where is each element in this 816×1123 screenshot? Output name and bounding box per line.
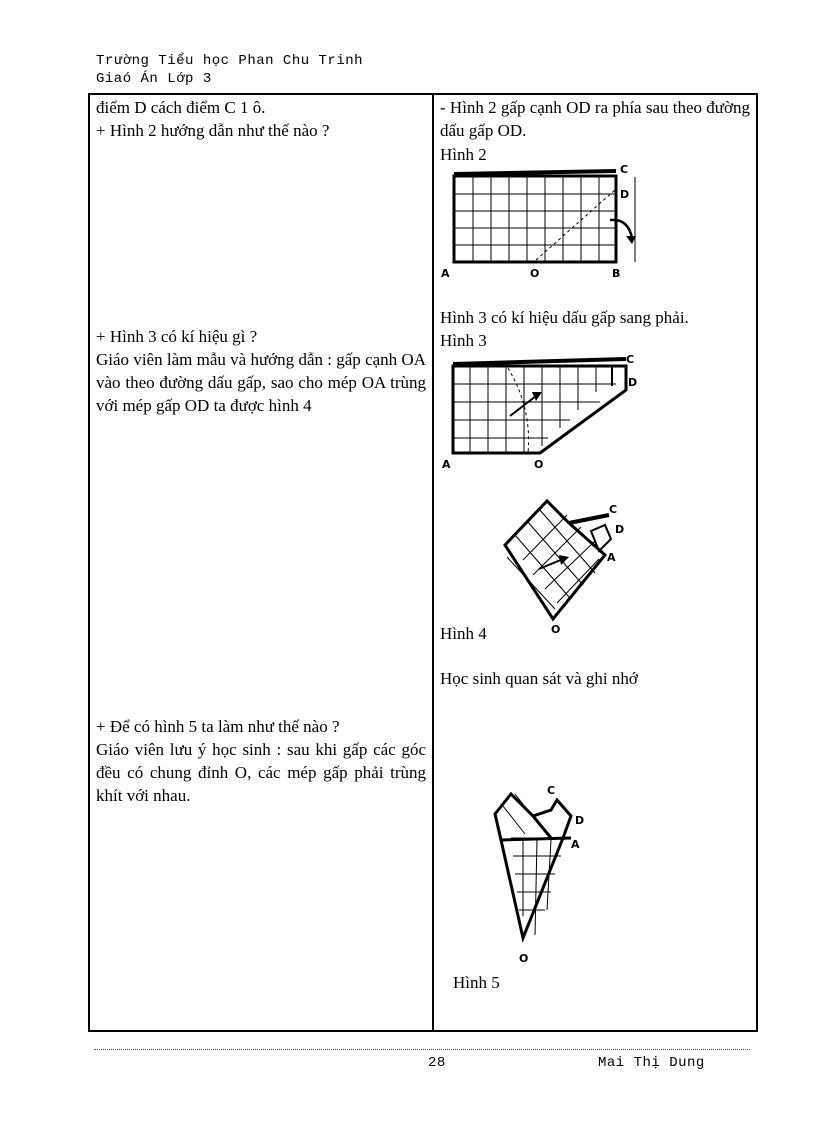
fig2-grid (455, 177, 635, 262)
fig2-label-d: D (620, 188, 630, 201)
footer-rule (94, 1049, 750, 1050)
fig3-grid (453, 366, 616, 453)
fig3-caption: Hình 3 (440, 331, 487, 350)
fig3-label-a: A (442, 458, 451, 471)
figure-5 (485, 780, 605, 970)
right-text-observe: Học sinh quan sát và ghi nhớ (440, 669, 638, 688)
fig2-label-b: B (612, 267, 621, 280)
fig4-label-a: A (607, 551, 616, 564)
fig5-caption: Hình 5 (453, 973, 500, 992)
left-block-1 (96, 96, 426, 142)
page-number: 28 (428, 1055, 446, 1071)
fig4-label-d: D (615, 523, 625, 536)
school-name: Trường Tiểu học Phan Chu Trinh (96, 53, 364, 69)
left-question-fig3: + Hình 3 có kí hiệu gì ? (96, 327, 258, 346)
figure-3 (440, 348, 650, 473)
lesson-table (88, 93, 758, 1032)
left-text-fig3: Giáo viên làm mẫu và hướng dẫn : gấp cạnh OA vào theo đường dấu gấp, sao cho mép OA trùng với mép gấp OD ta được hình 4 (96, 350, 426, 415)
figure-4 (495, 495, 645, 635)
fig2-fold-line (536, 190, 615, 260)
fig4-caption: Hình 4 (440, 624, 487, 643)
fig5-label-d: D (575, 814, 585, 827)
right-text-fig2: - Hình 2 gấp cạnh OD ra phía sau theo đường dấu gấp OD. (440, 98, 750, 140)
fig4-grid (507, 509, 599, 609)
fig5-label-c: C (547, 784, 556, 797)
left-question-fig5: + Để có hình 5 ta làm như thế nào ? (96, 717, 340, 736)
fig2-label-c: C (620, 163, 629, 176)
page-header (96, 52, 363, 88)
fig2-caption: Hình 2 (440, 145, 487, 164)
fig5-label-o: O (519, 952, 529, 965)
lesson-title: Giaó Án Lớp 3 (96, 71, 212, 87)
left-text-line: điểm D cách điểm C 1 ô. (96, 98, 266, 117)
fig4-label-o: O (551, 623, 561, 636)
fig3-arrow-icon (510, 396, 536, 416)
fig3-label-d: D (628, 376, 638, 389)
fig5-outline (495, 794, 571, 938)
fig2-label-o: O (530, 267, 540, 280)
fig2-outline (454, 176, 616, 262)
fold-arrow-icon (610, 220, 632, 238)
fig3-outline (453, 366, 626, 453)
fig4-label-c: C (609, 503, 618, 516)
column-divider (432, 93, 434, 1032)
left-block-3 (96, 715, 426, 807)
fig3-label-o: O (534, 458, 544, 471)
fig5-label-a: A (571, 838, 580, 851)
left-text-fig5: Giáo viên lưu ý học sinh : sau khi gấp các góc đều có chung đỉnh O, các mép gấp phải trùng khít với nhau. (96, 740, 426, 805)
fig2-label-a: A (441, 267, 450, 280)
right-text-fig3: Hình 3 có kí hiệu dấu gấp sang phải. (440, 308, 689, 327)
figure-2 (440, 160, 650, 285)
author-name: Mai Thị Dung (598, 1055, 705, 1071)
fig4-arrow-icon (539, 559, 563, 569)
fig3-label-c: C (626, 353, 635, 366)
left-question-fig2: + Hình 2 hướng dẫn như thế nào ? (96, 121, 330, 140)
left-block-2 (96, 325, 426, 417)
